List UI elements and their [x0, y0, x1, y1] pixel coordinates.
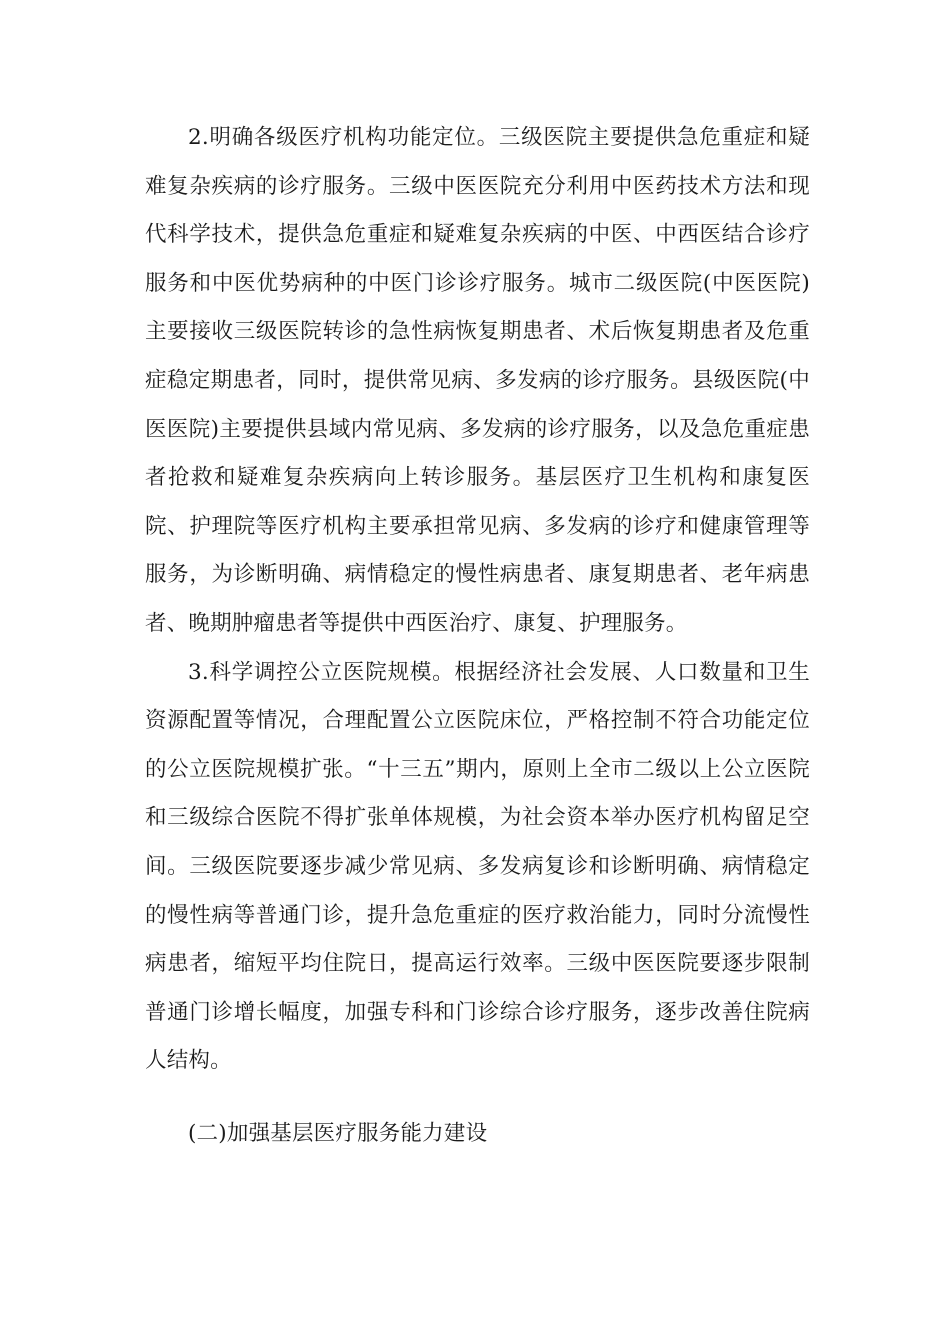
paragraph-function-positioning: 2.明确各级医疗机构功能定位。三级医院主要提供急危重症和疑难复杂疾病的诊疗服务。三级中医医院充分利用中医药技术方法和现代科学技术，提供急危重症和疑难复杂疾病的中医、中西医结合诊疗服务和中医优势病种的中医门诊诊疗服务。城市二级医院(中医医院)主要接收三级医院转诊的急性病恢复期患者、术后恢复期患者及危重症稳定期患者，同时，提供常见病、多发病的诊疗服务。县级医院(中医医院)主要提供县域内常见病、多发病的诊疗服务，以及急危重症患者抢救和疑难复杂疾病向上转诊服务。基层医疗卫生机构和康复医院、护理院等医疗机构主要承担常见病、多发病的诊疗和健康管理等服务，为诊断明确、病情稳定的慢性病患者、康复期患者、老年病患者、晚期肿瘤患者等提供中西医治疗、康复、护理服务。 — [145, 125, 810, 636]
paragraph-hospital-scale: 3.科学调控公立医院规模。根据经济社会发展、人口数量和卫生资源配置等情况，合理配置公立医院床位，严格控制不符合功能定位的公立医院规模扩张。“十三五”期内，原则上全市二级以上公立医院和三级综合医院不得扩张单体规模，为社会资本举办医疗机构留足空间。三级医院要逐步减少常见病、多发病复诊和诊断明确、病情稳定的慢性病等普通门诊，提升急危重症的医疗救治能力，同时分流慢性病患者，缩短平均住院日，提高运行效率。三级中医医院要逐步限制普通门诊增长幅度，加强专科和门诊综合诊疗服务，逐步改善住院病人结构。 — [145, 659, 810, 1074]
document-body — [145, 114, 810, 1158]
section-heading: (二)加强基层医疗服务能力建设 — [188, 1120, 488, 1146]
